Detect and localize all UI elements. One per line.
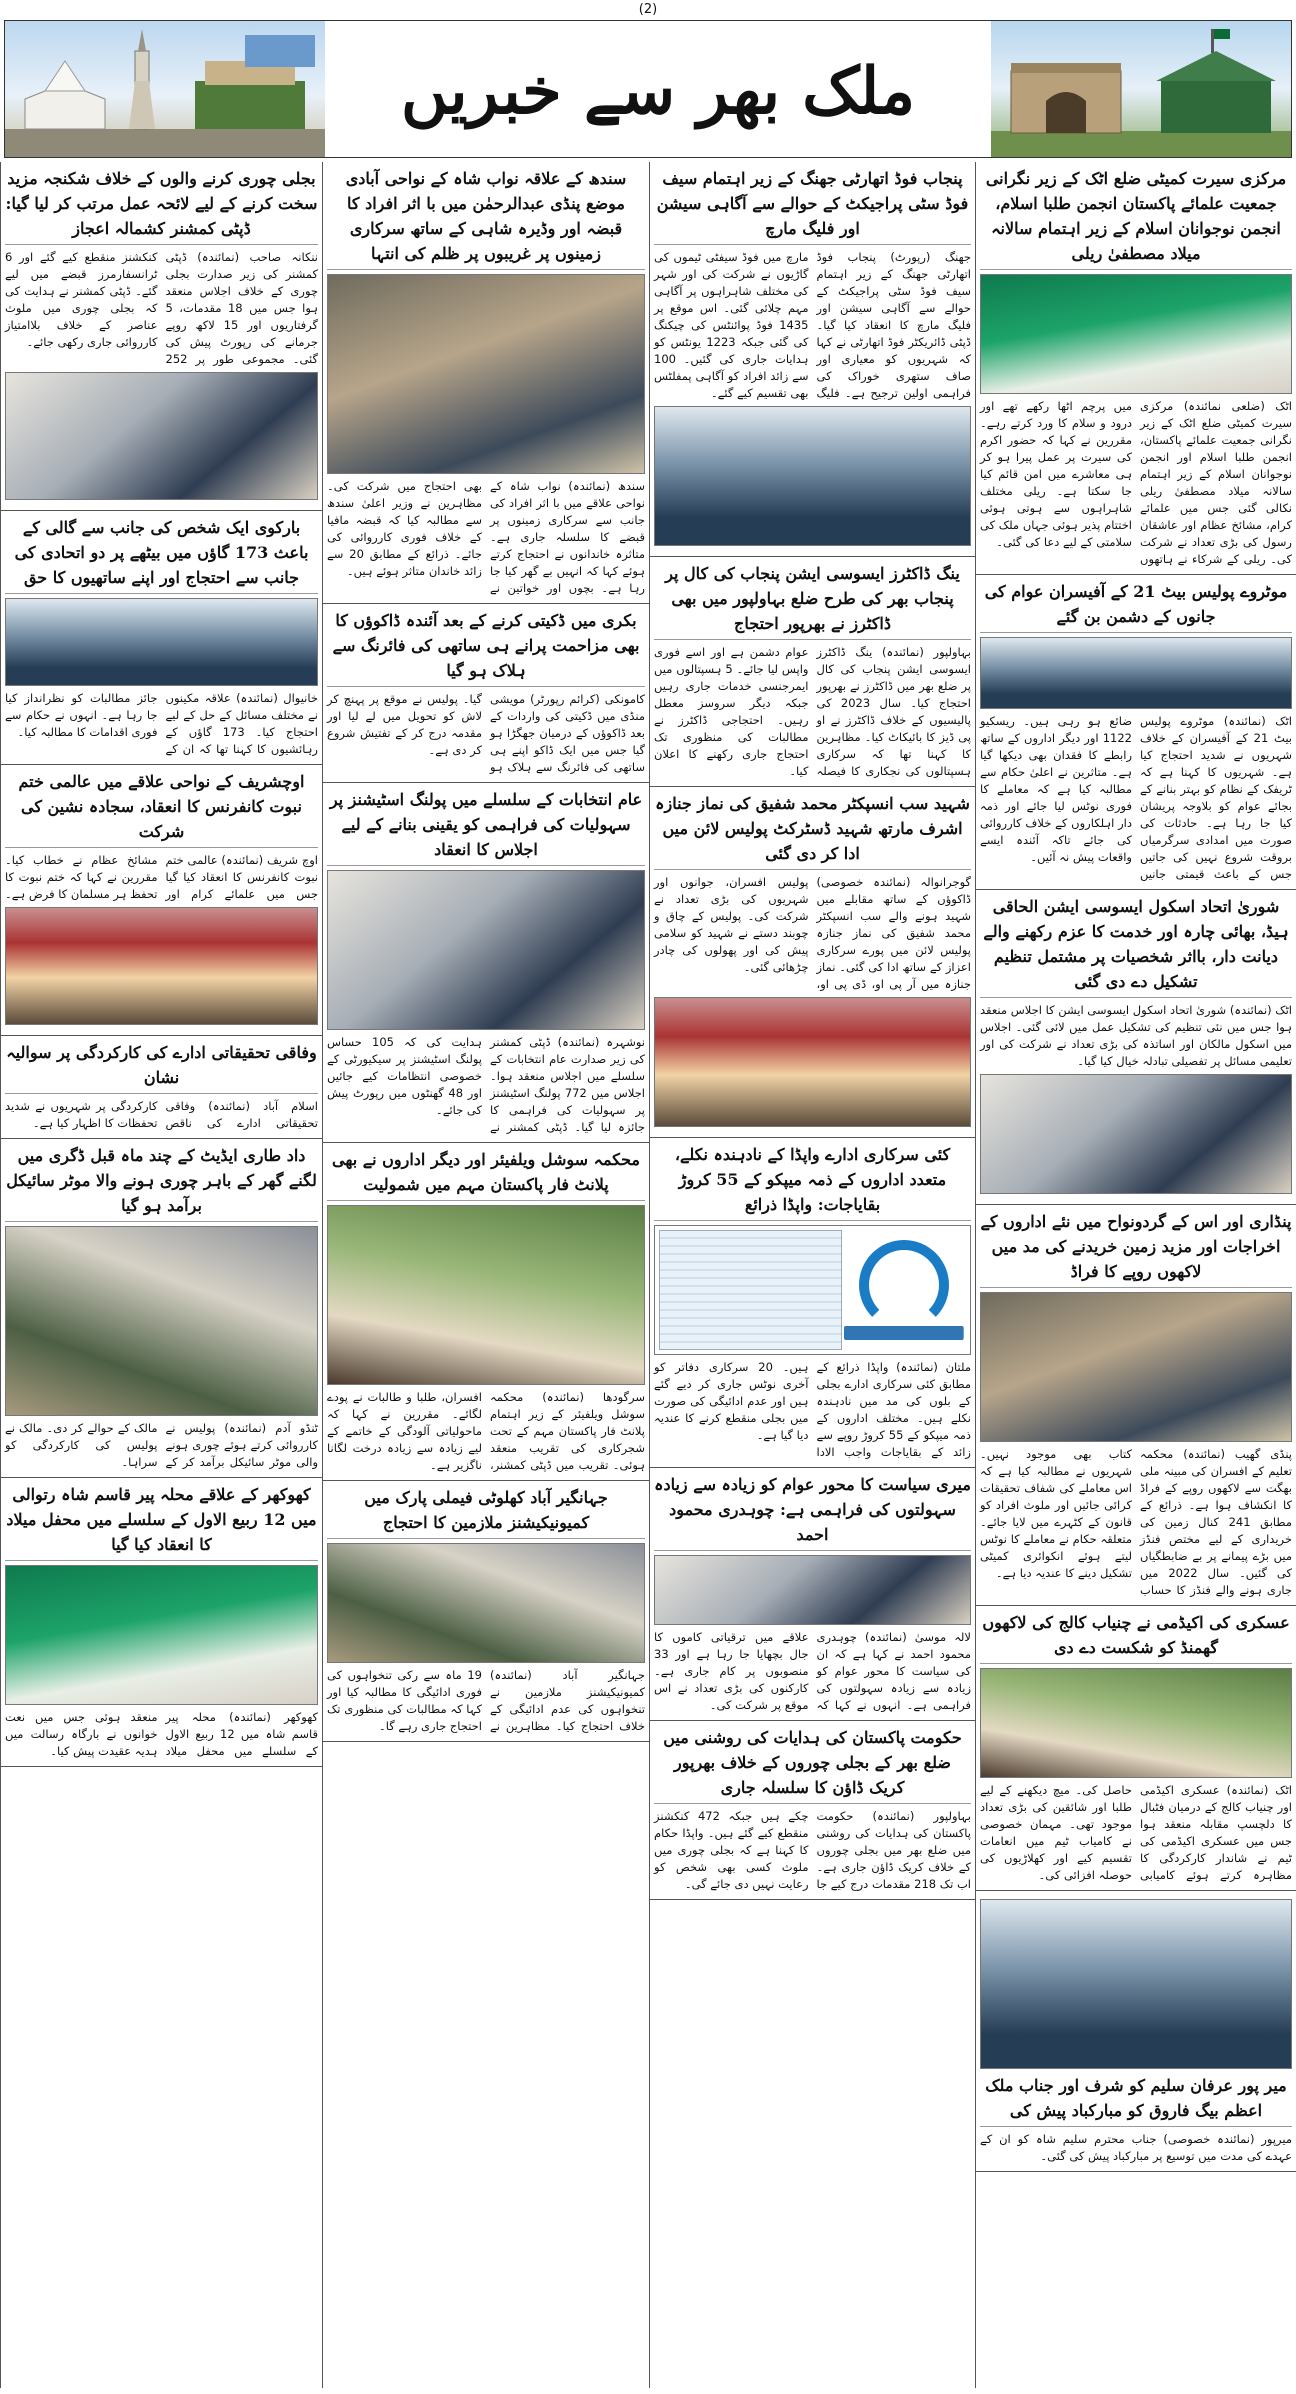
page-number: (2) bbox=[638, 2, 658, 17]
article-headline: ینگ ڈاکٹرز ایسوسی ایشن پنجاب کی کال پر پنجاب بھر کی طرح ضلع بہاولپور میں بھی ڈاکٹرز نے بھرپور احتجاج bbox=[654, 561, 971, 640]
article bbox=[1, 1478, 322, 1767]
masthead-landmarks-image bbox=[991, 21, 1291, 157]
article-headline: وفاقی تحقیقاتی ادارے کی کارکردگی پر سوالیہ نشان bbox=[5, 1040, 318, 1094]
article-photo bbox=[327, 1543, 645, 1663]
article-headline: عام انتخابات کے سلسلے میں پولنگ اسٹیشنز پر سہولیات کی فراہمی کو یقینی بنانے کے لیے اجلاس کا انعقاد bbox=[327, 787, 645, 866]
article-headline: شوریٰ اتحاد اسکول ایسوسی ایشن الحاقی ہیڈ، بھائی چارہ اور خدمت کا عزم رکھنے والے دیانت دار، بااثر شخصیات پر مشتمل تنظیم تشکیل دے دی گئی bbox=[980, 894, 1292, 998]
article-headline: حکومت پاکستان کی ہدایات کی روشنی میں ضلع بھر کے بجلی چوروں کے خلاف بھرپور کریک ڈاؤن کا سلسلہ جاری bbox=[654, 1725, 971, 1804]
article-headline: بجلی چوری کرنے والوں کے خلاف شکنجہ مزید سخت کرنے کے لیے لائحہ عمل مرتب کر لیا گیا: ڈپٹی کمشنر کشمالہ اعجاز bbox=[5, 166, 318, 245]
column-4 bbox=[0, 162, 322, 2388]
article-headline: کئی سرکاری ادارے واپڈا کے نادہندہ نکلے، متعدد اداروں کے ذمہ میپکو کے 55 کروڑ بقایاجات: واپڈا ذرائع bbox=[654, 1142, 971, 1221]
gate-illustration bbox=[991, 21, 1291, 157]
article bbox=[650, 1138, 975, 1468]
article bbox=[1, 1036, 322, 1139]
article bbox=[1, 1139, 322, 1478]
article bbox=[323, 162, 649, 604]
article-body: نوشہرہ (نمائندہ) ڈپٹی کمشنر کی زیر صدارت عام انتخابات کے سلسلے میں اجلاس منعقد ہوا۔ اجلاس میں 772 پولنگ اسٹیشنز پر سہولیات کی فراہمی کا جائزہ لیا گیا۔ ڈپٹی کمشنر نے ہدایت کی کہ 105 حساس پولنگ اسٹیشنز پر سیکیورٹی کے خصوصی انتظامات کیے جائیں اور 48 گھنٹوں میں رپورٹ پیش کی جائے۔ bbox=[327, 1035, 645, 1134]
article-body: ملتان (نمائندہ) واپڈا ذرائع کے مطابق کئی سرکاری ادارے بجلی کے بلوں کی مد میں نادہندہ نکلے ہیں۔ مختلف اداروں کے ذمہ میپکو کے 55 کروڑ روپے سے زائد کے بقایاجات واجب الادا ہیں۔ 20 سرکاری دفاتر کو آخری نوٹس جاری کر دیے گئے ہیں اور عدم ادائیگی کی صورت میں بجلی منقطع کرنے کا عندیہ دیا گیا ہے۔ bbox=[654, 1360, 971, 1459]
article bbox=[323, 1143, 649, 1481]
article-headline: مرکزی سیرت کمیٹی ضلع اٹک کے زیر نگرانی جمعیت علمائے پاکستان انجمن طلبا اسلام، انجمن نوجوانان اسلام کے زیر اہتمام سالانہ میلاد مصطفیٰ ریلی bbox=[980, 166, 1292, 270]
article-body: اٹک (نمائندہ) موٹروے پولیس بیٹ 21 کے آفیسران کے خلاف شہریوں نے شدید احتجاج کیا ہے۔ شہریوں کا کہنا ہے کہ ٹریفک کے نظام کو بہتر بنانے کے بجائے عوام کو بلاوجہ پریشان کیا جا رہا ہے۔ حادثات کی صورت میں امدادی سرگرمیاں بروقت شروع نہیں کی جاتیں جس کے باعث قیمتی جانیں ضائع ہو رہی ہیں۔ ریسکیو 1122 اور دیگر اداروں کے ساتھ رابطے کا فقدان بھی دیکھا گیا ہے۔ متاثرین نے اعلیٰ حکام سے مطالبہ کیا ہے کہ معاملے کا فوری نوٹس لیا جائے اور ذمہ دار اہلکاروں کے خلاف کارروائی کی جائے تاکہ آئندہ ایسے واقعات پیش نہ آئیں۔ bbox=[980, 714, 1292, 881]
article-headline: کھوکھر کے علاقے محلہ پیر قاسم شاہ رتوالی میں 12 ربیع الاول کے سلسلے میں محفل میلاد کا انعقاد کیا گیا bbox=[5, 1482, 318, 1561]
article-body: اٹک (نمائندہ) عسکری اکیڈمی اور چنیاب کالج کے درمیان فٹبال کا دلچسپ مقابلہ منعقد ہوا جس میں عسکری اکیڈمی کی ٹیم نے شاندار کارکردگی کا مظاہرہ کرتے ہوئے کامیابی حاصل کی۔ میچ دیکھنے کے لیے طلبا اور شائقین کی بڑی تعداد موجود تھی۔ مہمان خصوصی نے کامیاب ٹیم میں انعامات تقسیم کیے اور کھلاڑیوں کی حوصلہ افزائی کی۔ bbox=[980, 1783, 1292, 1882]
article-photo bbox=[980, 1899, 1292, 2069]
masthead bbox=[4, 20, 1292, 158]
article-photo bbox=[654, 406, 971, 546]
article bbox=[323, 604, 649, 783]
wapda-logo-mark bbox=[859, 1240, 949, 1330]
article-body: میرپور (نمائندہ خصوصی) جناب محترم سلیم شاہ کو ان کے عہدے کی مدت میں توسیع پر مبارکباد پیش کی گئی۔ bbox=[980, 2132, 1292, 2163]
article-photo bbox=[980, 274, 1292, 394]
article-body: جہانگیر آباد (نمائندہ) کمیونیکیشنز ملازمین نے تنخواہوں کی عدم ادائیگی کے خلاف احتجاج کیا۔ مظاہرین نے 19 ماہ سے رکی تنخواہوں کی فوری ادائیگی کا مطالبہ کیا اور کہا کہ مطالبات کی منظوری تک احتجاج جاری رہے گا۔ bbox=[327, 1668, 645, 1733]
article-body: اسلام آباد (نمائندہ) وفاقی تحقیقاتی ادارے کی ناقص کارکردگی پر شہریوں نے شدید تحفظات کا اظہار کیا ہے۔ bbox=[5, 1099, 318, 1130]
article bbox=[1, 511, 322, 765]
article-headline: اوچشریف کے نواحی علاقے میں عالمی ختم نبوت کانفرنس کا انعقاد، سجادہ نشین کی شرکت bbox=[5, 769, 318, 848]
article bbox=[650, 557, 975, 787]
article-photo bbox=[980, 1668, 1292, 1778]
article-photo bbox=[5, 907, 318, 1025]
article bbox=[976, 1606, 1296, 1891]
article-headline: بکری میں ڈکیتی کرنے کے بعد آئندہ ڈاکوؤں کا بھی مزاحمت پرانے ہی ساتھی کی فائرنگ سے ہلاک ہو گیا bbox=[327, 608, 645, 687]
article-body: اٹک (ضلعی نمائندہ) مرکزی سیرت کمیٹی ضلع اٹک کے زیر نگرانی جمعیت علمائے پاکستان، انجمن طلبا اسلام اور انجمن نوجوانان اسلام کے زیر اہتمام سالانہ میلاد مصطفیٰ ریلی نکالی گئی جس میں علمائے کرام، مشائخ عظام اور عاشقان رسول کی بڑی تعداد نے شرکت کی۔ ریلی کے شرکاء نے ہاتھوں میں پرچم اٹھا رکھے تھے اور درود و سلام کا ورد کرتے رہے۔ مقررین نے کہا کہ حضور اکرم کی سیرت پر عمل پیرا ہو کر ہی معاشرے میں امن قائم کیا جا سکتا ہے۔ ریلی مختلف شاہراہوں سے ہوتی ہوئی اختتام پذیر ہوئی جہاں ملک کی سلامتی کے لیے دعا کی گئی۔ bbox=[980, 399, 1292, 566]
article-headline: محکمہ سوشل ویلفیئر اور دیگر اداروں نے بھی پلانٹ فار پاکستان مہم میں شمولیت bbox=[327, 1147, 645, 1201]
article-headline: میر پور عرفان سلیم کو شرف اور جناب ملک اعظم بیگ فاروق کو مبارکباد پیش کی bbox=[980, 2073, 1292, 2127]
article-body: ٹنڈو آدم (نمائندہ) پولیس نے کارروائی کرتے ہوئے چوری ہونے والی موٹر سائیکل برآمد کر کے مالک کے حوالے کر دی۔ مالک نے پولیس کی کارکردگی کو سراہا۔ bbox=[5, 1421, 318, 1469]
article-headline: داد طاری ایڈیٹ کے چند ماہ قبل ڈگری میں لگنے گھر کے باہر چوری ہونے والا موٹر سائیکل برآمد ہو گیا bbox=[5, 1143, 318, 1222]
article-body: جھنگ (رپورٹ) پنجاب فوڈ اتھارٹی جھنگ کے زیر اہتمام سیف فوڈ سٹی پراجیکٹ کے حوالے سے آگاہی سیشن اور فلیگ مارچ کا انعقاد کیا گیا۔ ڈپٹی ڈائریکٹر فوڈ اتھارٹی نے کہا کہ شہریوں کو معیاری اور صاف ستھری خوراک کی فراہمی اولین ترجیح ہے۔ فلیگ مارچ میں فوڈ سیفٹی ٹیموں کی گاڑیوں نے شرکت کی اور شہر کی مختلف شاہراہوں پر آگاہی مہم چلائی گئی۔ اس موقع پر 1435 فوڈ پوائنٹس کی چیکنگ کی گئی جبکہ 1223 یونٹس کو ہدایات جاری کی گئیں۔ 100 سے زائد افراد کو آگاہی پمفلٹس بھی تقسیم کیے گئے۔ bbox=[654, 250, 971, 400]
article bbox=[650, 1468, 975, 1721]
article bbox=[1, 765, 322, 1036]
article-photo bbox=[327, 274, 645, 474]
article-photo bbox=[654, 997, 971, 1127]
article-body: پنڈی گھیب (نمائندہ) محکمہ تعلیم کے افسران کی مبینہ ملی بھگت سے لاکھوں روپے کے فراڈ کا انکشاف ہوا ہے۔ ذرائع کے مطابق 241 کنال زمین کی خریداری کے لیے مختص فنڈز میں بڑے پیمانے پر بے ضابطگیاں کی گئیں۔ سال 2022 میں جاری ہونے والے فنڈز کا حساب کتاب بھی موجود نہیں۔ شہریوں نے مطالبہ کیا ہے کہ اس معاملے کی شفاف تحقیقات کرائی جائیں اور ملوث افراد کو قانون کے کٹہرے میں لایا جائے۔ متعلقہ حکام نے معاملے کا نوٹس لیتے ہوئے انکوائری کمیٹی تشکیل دینے کا عندیہ دیا ہے۔ bbox=[980, 1447, 1292, 1597]
article-photo bbox=[5, 1226, 318, 1416]
article bbox=[976, 162, 1296, 575]
article-body: خانیوال (نمائندہ) علاقہ مکینوں نے مختلف مسائل کے حل کے لیے احتجاج کیا۔ 173 گاؤں کے رہائشیوں کا کہنا تھا کہ ان کے جائز مطالبات کو نظرانداز کیا جا رہا ہے۔ انہوں نے حکام سے فوری اقدامات کا مطالبہ کیا۔ bbox=[5, 691, 318, 756]
monuments-illustration bbox=[5, 21, 325, 157]
article-headline: عسکری کی اکیڈمی نے چنیاب کالج کی لاکھوں گھمنڈ کو شکست دے دی bbox=[980, 1610, 1292, 1664]
article-headline: شہید سب انسپکٹر محمد شفیق کی نماز جنازہ اشرف مارتھ شہید ڈسٹرکٹ پولیس لائن میں ادا کر دی گئی bbox=[654, 791, 971, 870]
article-photo bbox=[654, 1555, 971, 1625]
article bbox=[976, 890, 1296, 1205]
article-body: گوجرانوالہ (نمائندہ خصوصی) ڈاکوؤں کے ساتھ مقابلے میں شہید ہونے والے سب انسپکٹر محمد شفیق کی نماز جنازہ پولیس لائن میں پورے سرکاری اعزاز کے ساتھ ادا کی گئی۔ نماز جنازہ میں آر پی او، ڈی پی او، پولیس افسران، جوانوں اور شہریوں کی بڑی تعداد نے شرکت کی۔ پولیس کے چاق و چوبند دستے نے شہید کو سلامی پیش کی اور پھولوں کی چادر چڑھائی گئی۔ bbox=[654, 875, 971, 991]
article bbox=[976, 575, 1296, 890]
wapda-logo bbox=[844, 1232, 964, 1348]
article-headline: بارکوی ایک شخص کی جانب سے گالی کے باعث 173 گاؤں میں بیٹھے پر دو اتحادی کی جانب سے احتجاج اور اپنے ساتھیوں کا حق bbox=[5, 515, 318, 594]
article bbox=[1, 162, 322, 511]
article-headline: موٹروے پولیس بیٹ 21 کے آفیسران عوام کی جانوں کے دشمن بن گئے bbox=[980, 579, 1292, 633]
article-photo bbox=[980, 637, 1292, 709]
article-body: ننکانہ صاحب (نمائندہ) ڈپٹی کمشنر کی زیر صدارت بجلی چوری کے خلاف اجلاس منعقد ہوا جس میں 18 مقدمات، 5 گرفتاریوں اور 15 لاکھ روپے جرمانے کی رپورٹ پیش کی گئی۔ مجموعی طور پر 252 کنکشنز منقطع کیے گئے اور 6 ٹرانسفارمرز قبضے میں لیے گئے۔ ڈپٹی کمشنر نے ہدایت کی کہ بجلی چوری میں ملوث عناصر کے خلاف بلاامتیاز کارروائی جاری رکھی جائے۔ bbox=[5, 250, 319, 366]
article-body: سندھ (نمائندہ) نواب شاہ کے نواحی علاقے میں با اثر افراد کی جانب سے سرکاری زمینوں پر قبضے کا سلسلہ جاری ہے۔ متاثرہ خاندانوں نے احتجاج کرتے ہوئے کہا کہ انہیں بے گھر کیا جا رہا ہے۔ بچوں اور خواتین نے بھی احتجاج میں شرکت کی۔ مظاہرین نے وزیر اعلیٰ سندھ سے مطالبہ کیا کہ قبضہ مافیا کے خلاف فوری کارروائی کی جائے۔ ذرائع کے مطابق 20 سے زائد خاندان متاثر ہوئے ہیں۔ bbox=[327, 479, 645, 595]
article-photo bbox=[327, 1205, 645, 1385]
article-body: بہاولپور (نمائندہ) حکومت پاکستان کی ہدایات کی روشنی میں ضلع بھر میں بجلی چوروں کے خلاف کریک ڈاؤن جاری ہے۔ اب تک 218 مقدمات درج کیے جا چکے ہیں جبکہ 472 کنکشنز منقطع کیے گئے ہیں۔ واپڈا حکام کا کہنا ہے کہ بجلی چوری میں ملوث کسی بھی شخص کو رعایت نہیں دی جائے گی۔ bbox=[654, 1809, 971, 1891]
article-photo bbox=[5, 598, 318, 686]
notice-document bbox=[659, 1230, 842, 1350]
article-body: اوچ شریف (نمائندہ) عالمی ختم نبوت کانفرنس کا انعقاد کیا گیا جس میں علمائے کرام اور مشائخ عظام نے خطاب کیا۔ مقررین نے کہا کہ ختم نبوت کا تحفظ ہر مسلمان کا فرض ہے۔ bbox=[5, 853, 318, 901]
article bbox=[976, 1205, 1296, 1606]
masthead-title: ملک بھر سے خبریں bbox=[400, 53, 916, 129]
column-2 bbox=[649, 162, 975, 2388]
article-body: سرگودھا (نمائندہ) محکمہ سوشل ویلفیئر کے زیر اہتمام پلانٹ فار پاکستان مہم کے تحت شجرکاری کی تقریب منعقد ہوئی۔ تقریب میں ڈپٹی کمشنر، افسران، طلبا و طالبات نے پودے لگائے۔ مقررین نے کہا کہ ماحولیاتی آلودگی کے خاتمے کے لیے زیادہ سے زیادہ درخت لگانا ناگزیر ہے۔ bbox=[327, 1390, 645, 1472]
article bbox=[323, 783, 649, 1143]
article-body: بہاولپور (نمائندہ) ینگ ڈاکٹرز ایسوسی ایشن پنجاب کی کال پر ضلع بھر میں ڈاکٹرز نے بھرپور احتجاج کیا۔ سال 2023 کی پالیسیوں کے خلاف ڈاکٹرز نے او پی ڈیز کا بائیکاٹ کیا۔ مظاہرین کا کہنا تھا کہ سرکاری ہسپتالوں کی نجکاری کا فیصلہ عوام دشمن ہے اور اسے فوری واپس لیا جائے۔ 5 ہسپتالوں میں ایمرجنسی خدمات جاری رہیں جبکہ دیگر سروسز معطل رہیں۔ احتجاجی ڈاکٹرز نے مطالبات کی منظوری تک احتجاج جاری رکھنے کا اعلان کیا۔ bbox=[654, 645, 972, 778]
article-photo bbox=[980, 1074, 1292, 1194]
article-body: لالہ موسیٰ (نمائندہ) چوہدری محمود احمد نے کہا ہے کہ ان کی سیاست کا محور عوام کو زیادہ سے زیادہ سہولتوں کی فراہمی ہے۔ انہوں نے کہا کہ علاقے میں ترقیاتی کاموں کا جال بچھایا جا رہا ہے اور 33 منصوبوں پر کام جاری ہے۔ کارکنوں کی بڑی تعداد نے اس موقع پر شرکت کی۔ bbox=[654, 1630, 971, 1712]
article-photo bbox=[980, 1292, 1292, 1442]
article-headline: پنجاب فوڈ اتھارٹی جھنگ کے زیر اہتمام سیف فوڈ سٹی پراجیکٹ کے حوالے سے آگاہی سیشن اور فلیگ مارچ bbox=[654, 166, 971, 245]
article-headline: جہانگیر آباد کھلوٹی فیملی پارک میں کمیونیکیشنز ملازمین کا احتجاج bbox=[327, 1485, 645, 1539]
article bbox=[323, 1481, 649, 1742]
article-photo bbox=[5, 1565, 318, 1705]
article bbox=[650, 162, 975, 557]
masthead-monuments-image bbox=[5, 21, 325, 157]
wapda-advertisement bbox=[654, 1225, 971, 1355]
column-1 bbox=[975, 162, 1296, 2388]
article-photo bbox=[327, 870, 645, 1030]
article-headline: پنڈاری اور اس کے گردونواح میں نئے اداروں کے اخراجات اور مزید زمین خریدنے کی مد میں لاکھوں روپے کا فراڈ bbox=[980, 1209, 1292, 1288]
article-body: کھوکھر (نمائندہ) محلہ پیر قاسم شاہ میں 12 ربیع الاول کے سلسلے میں محفل میلاد منعقد ہوئی جس میں نعت خوانوں نے بارگاہ رسالت میں ہدیہ عقیدت پیش کیا۔ bbox=[5, 1710, 318, 1758]
article-photo bbox=[5, 372, 318, 500]
article bbox=[976, 1891, 1296, 2172]
article bbox=[650, 1721, 975, 1900]
article-headline: سندھ کے علاقہ نواب شاہ کے نواحی آبادی موضع پنڈی عبدالرحمٰن میں با اثر افراد کا قبضہ اور وڈیرہ شاہی کے ساتھ سرکاری زمینوں پر غریبوں پر ظلم کی انتہا bbox=[327, 166, 645, 270]
article-body: کامونکی (کرائم رپورٹر) مویشی منڈی میں ڈکیتی کی واردات کے بعد ڈاکوؤں کے درمیان جھگڑا ہو گیا جس میں ایک ڈاکو اپنے ہی ساتھی کی فائرنگ سے ہلاک ہو گیا۔ پولیس نے موقع پر پہنچ کر لاش کو تحویل میں لے لیا اور مقدمہ درج کر کے تفتیش شروع کر دی ہے۔ bbox=[327, 692, 645, 774]
article-body: اٹک (نمائندہ) شوریٰ اتحاد اسکول ایسوسی ایشن کا اجلاس منعقد ہوا جس میں نئی تنظیم کی تشکیل عمل میں لائی گئی۔ اجلاس میں اسکول مالکان اور اساتذہ کی بڑی تعداد نے شرکت کی اور تعلیمی مسائل پر تفصیلی تبادلہ خیال کیا گیا۔ bbox=[980, 1003, 1292, 1068]
article-headline: میری سیاست کا محور عوام کو زیادہ سے زیادہ سہولتوں کی فراہمی ہے: چوہدری محمود احمد bbox=[654, 1472, 971, 1551]
column-3 bbox=[322, 162, 649, 2388]
article bbox=[650, 787, 975, 1138]
